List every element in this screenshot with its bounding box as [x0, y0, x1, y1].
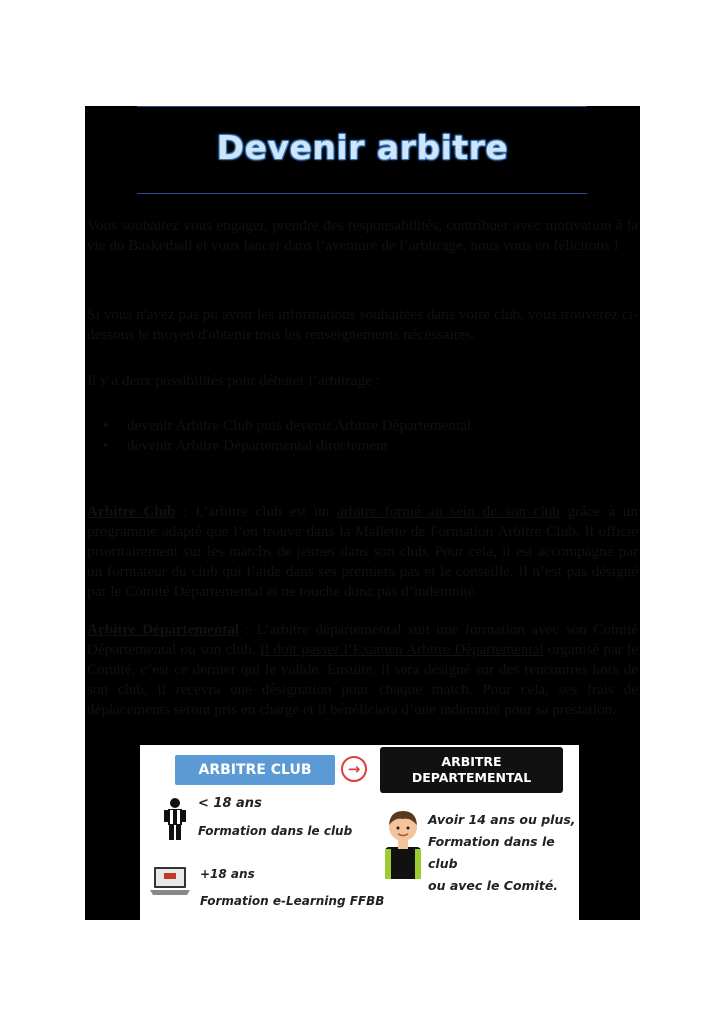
- arbitre-club-label: ARBITRE CLUB: [175, 755, 335, 785]
- arbitre-club-paragraph: [87, 502, 638, 602]
- arrow-right-icon: →: [341, 756, 367, 782]
- arbitre-club-text-1: : L’arbitre club est un: [175, 503, 338, 520]
- departemental-requirements: [428, 809, 579, 897]
- intro-paragraph: Vous souhaitez vous engager, prendre des responsabilités, contribuer avec motivation à la vie du Basketball et vous lancer dans l’aventure de l’arbitrage, nous vous en félicitons !: [87, 217, 638, 254]
- arbitre-departemental-label: [380, 747, 563, 793]
- arbitre-departemental-text-1: : L’arbitre départemental suit une formation avec son Comité Départemental ou son club.: [87, 621, 638, 658]
- list-item: • devenir Arbitre Départemental directement: [85, 436, 471, 456]
- dep-label-line1: ARBITRE: [441, 754, 502, 769]
- laptop-icon: [148, 863, 192, 899]
- over-18-training: Formation e-Learning FFBB: [200, 894, 385, 908]
- referee-icon: [160, 797, 190, 841]
- person-icon: [380, 807, 426, 879]
- info-paragraph: Si vous n'avez pas pu avoir les informations souhaitées dans votre club, vous trouverez ci-dessous le moyen d'obtenir tous les renseignements nécessaires.: [87, 306, 638, 343]
- over-18-label: +18 ans: [200, 867, 255, 881]
- dep-label-line2: DEPARTEMENTAL: [411, 770, 532, 785]
- title-bottom-rule: [137, 193, 587, 194]
- dep-requirement-3: ou avec le Comité.: [428, 878, 559, 893]
- under-18-label: < 18 ans: [198, 796, 262, 811]
- title-top-rule: [137, 106, 587, 107]
- options-list: [85, 416, 471, 456]
- list-item: • devenir Arbitre Club puis devenir Arbitre Départemental: [85, 416, 471, 436]
- dep-requirement-1: Avoir 14 ans ou plus,: [428, 812, 576, 827]
- arbitre-departemental-term: Arbitre Départemental: [87, 621, 240, 638]
- dep-requirement-2: Formation dans le club: [428, 834, 555, 871]
- examen-link[interactable]: Il doit passer l’Examen Arbitre Départemental: [259, 641, 544, 658]
- arbitre-club-term: Arbitre Club: [87, 503, 176, 520]
- under-18-training: Formation dans le club: [198, 824, 353, 838]
- arbitre-club-text-2: grâce à un programme adapté que l’on trouve dans la Mallette de Formation Arbitre Club. Il officie prioritairement sur les matchs de jeunes dans son club. Pour cela, il est accompagné par un formateur du club qui l’aide dans ses premiers pas et le conseille. Il n’est pas désigné par le Comité Départemental et ne touche donc pas d’indemnité.: [87, 503, 638, 600]
- options-paragraph: Il y a deux possibilités pour débuter l’arbitrage :: [87, 372, 380, 389]
- infographic: [140, 745, 579, 920]
- arbitre-club-link[interactable]: arbitre formé au sein de son club: [337, 503, 560, 520]
- arbitre-departemental-text-2: organisé par le Comité, c’est ce dernier qui le valide. Ensuite, il sera désigné sur des rencontres hors de son club, il recevra une désignation pour chaque match. Pour cela, ses frais de déplacements seront pris en charge et il bénéficiera d’une indemnité pour sa prestation.: [87, 641, 639, 718]
- arbitre-departemental-paragraph: [87, 620, 638, 720]
- page-title: Devenir arbitre: [216, 128, 509, 167]
